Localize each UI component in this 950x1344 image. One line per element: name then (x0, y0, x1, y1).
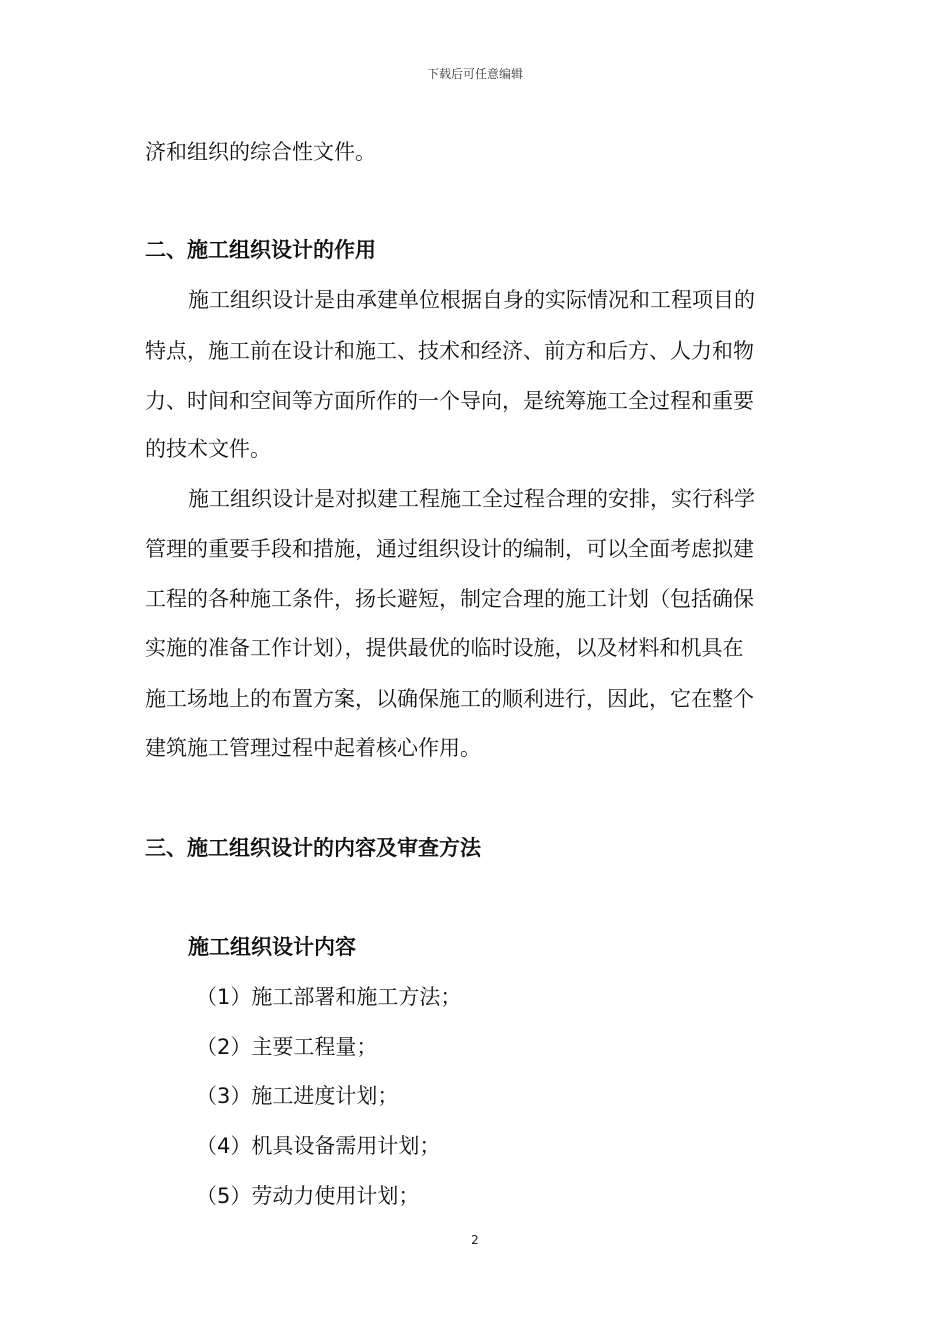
paragraph-line: 的技术文件。 (145, 437, 271, 461)
paragraph-line: 管理的重要手段和措施，通过组织设计的编制，可以全面考虑拟建 (145, 537, 754, 561)
list-item: （2）主要工程量； (196, 1035, 378, 1059)
paragraph-line: 实施的准备工作计划），提供最优的临时设施，以及材料和机具在 (145, 636, 744, 660)
paragraph-line: 力、时间和空间等方面所作的一个导向，是统筹施工全过程和重要 (145, 389, 754, 413)
section-heading-3: 三、施工组织设计的内容及审查方法 (145, 836, 481, 860)
list-item: （4）机具设备需用计划； (196, 1134, 441, 1158)
paragraph-continuation: 济和组织的综合性文件。 (145, 140, 376, 164)
paragraph-line: 施工组织设计是由承建单位根据自身的实际情况和工程项目的 (188, 288, 755, 312)
paragraph-line: 特点，施工前在设计和施工、技术和经济、前方和后方、人力和物 (145, 339, 754, 363)
section-heading-2: 二、施工组织设计的作用 (145, 238, 376, 262)
header-note: 下载后可任意编辑 (426, 67, 523, 81)
list-item: （5）劳动力使用计划； (196, 1184, 420, 1208)
paragraph-line: 施工组织设计是对拟建工程施工全过程合理的安排，实行科学 (188, 487, 755, 511)
paragraph-line: 施工场地上的布置方案，以确保施工的顺利进行，因此，它在整个 (145, 687, 754, 711)
paragraph-line: 工程的各种施工条件，扬长避短，制定合理的施工计划（包括确保 (145, 587, 754, 611)
subsection-heading: 施工组织设计内容 (188, 935, 356, 959)
page-number: 2 (471, 1233, 479, 1247)
list-item: （3）施工进度计划； (196, 1084, 399, 1108)
list-item: （1）施工部署和施工方法； (196, 985, 462, 1009)
paragraph-line: 建筑施工管理过程中起着核心作用。 (145, 736, 481, 760)
